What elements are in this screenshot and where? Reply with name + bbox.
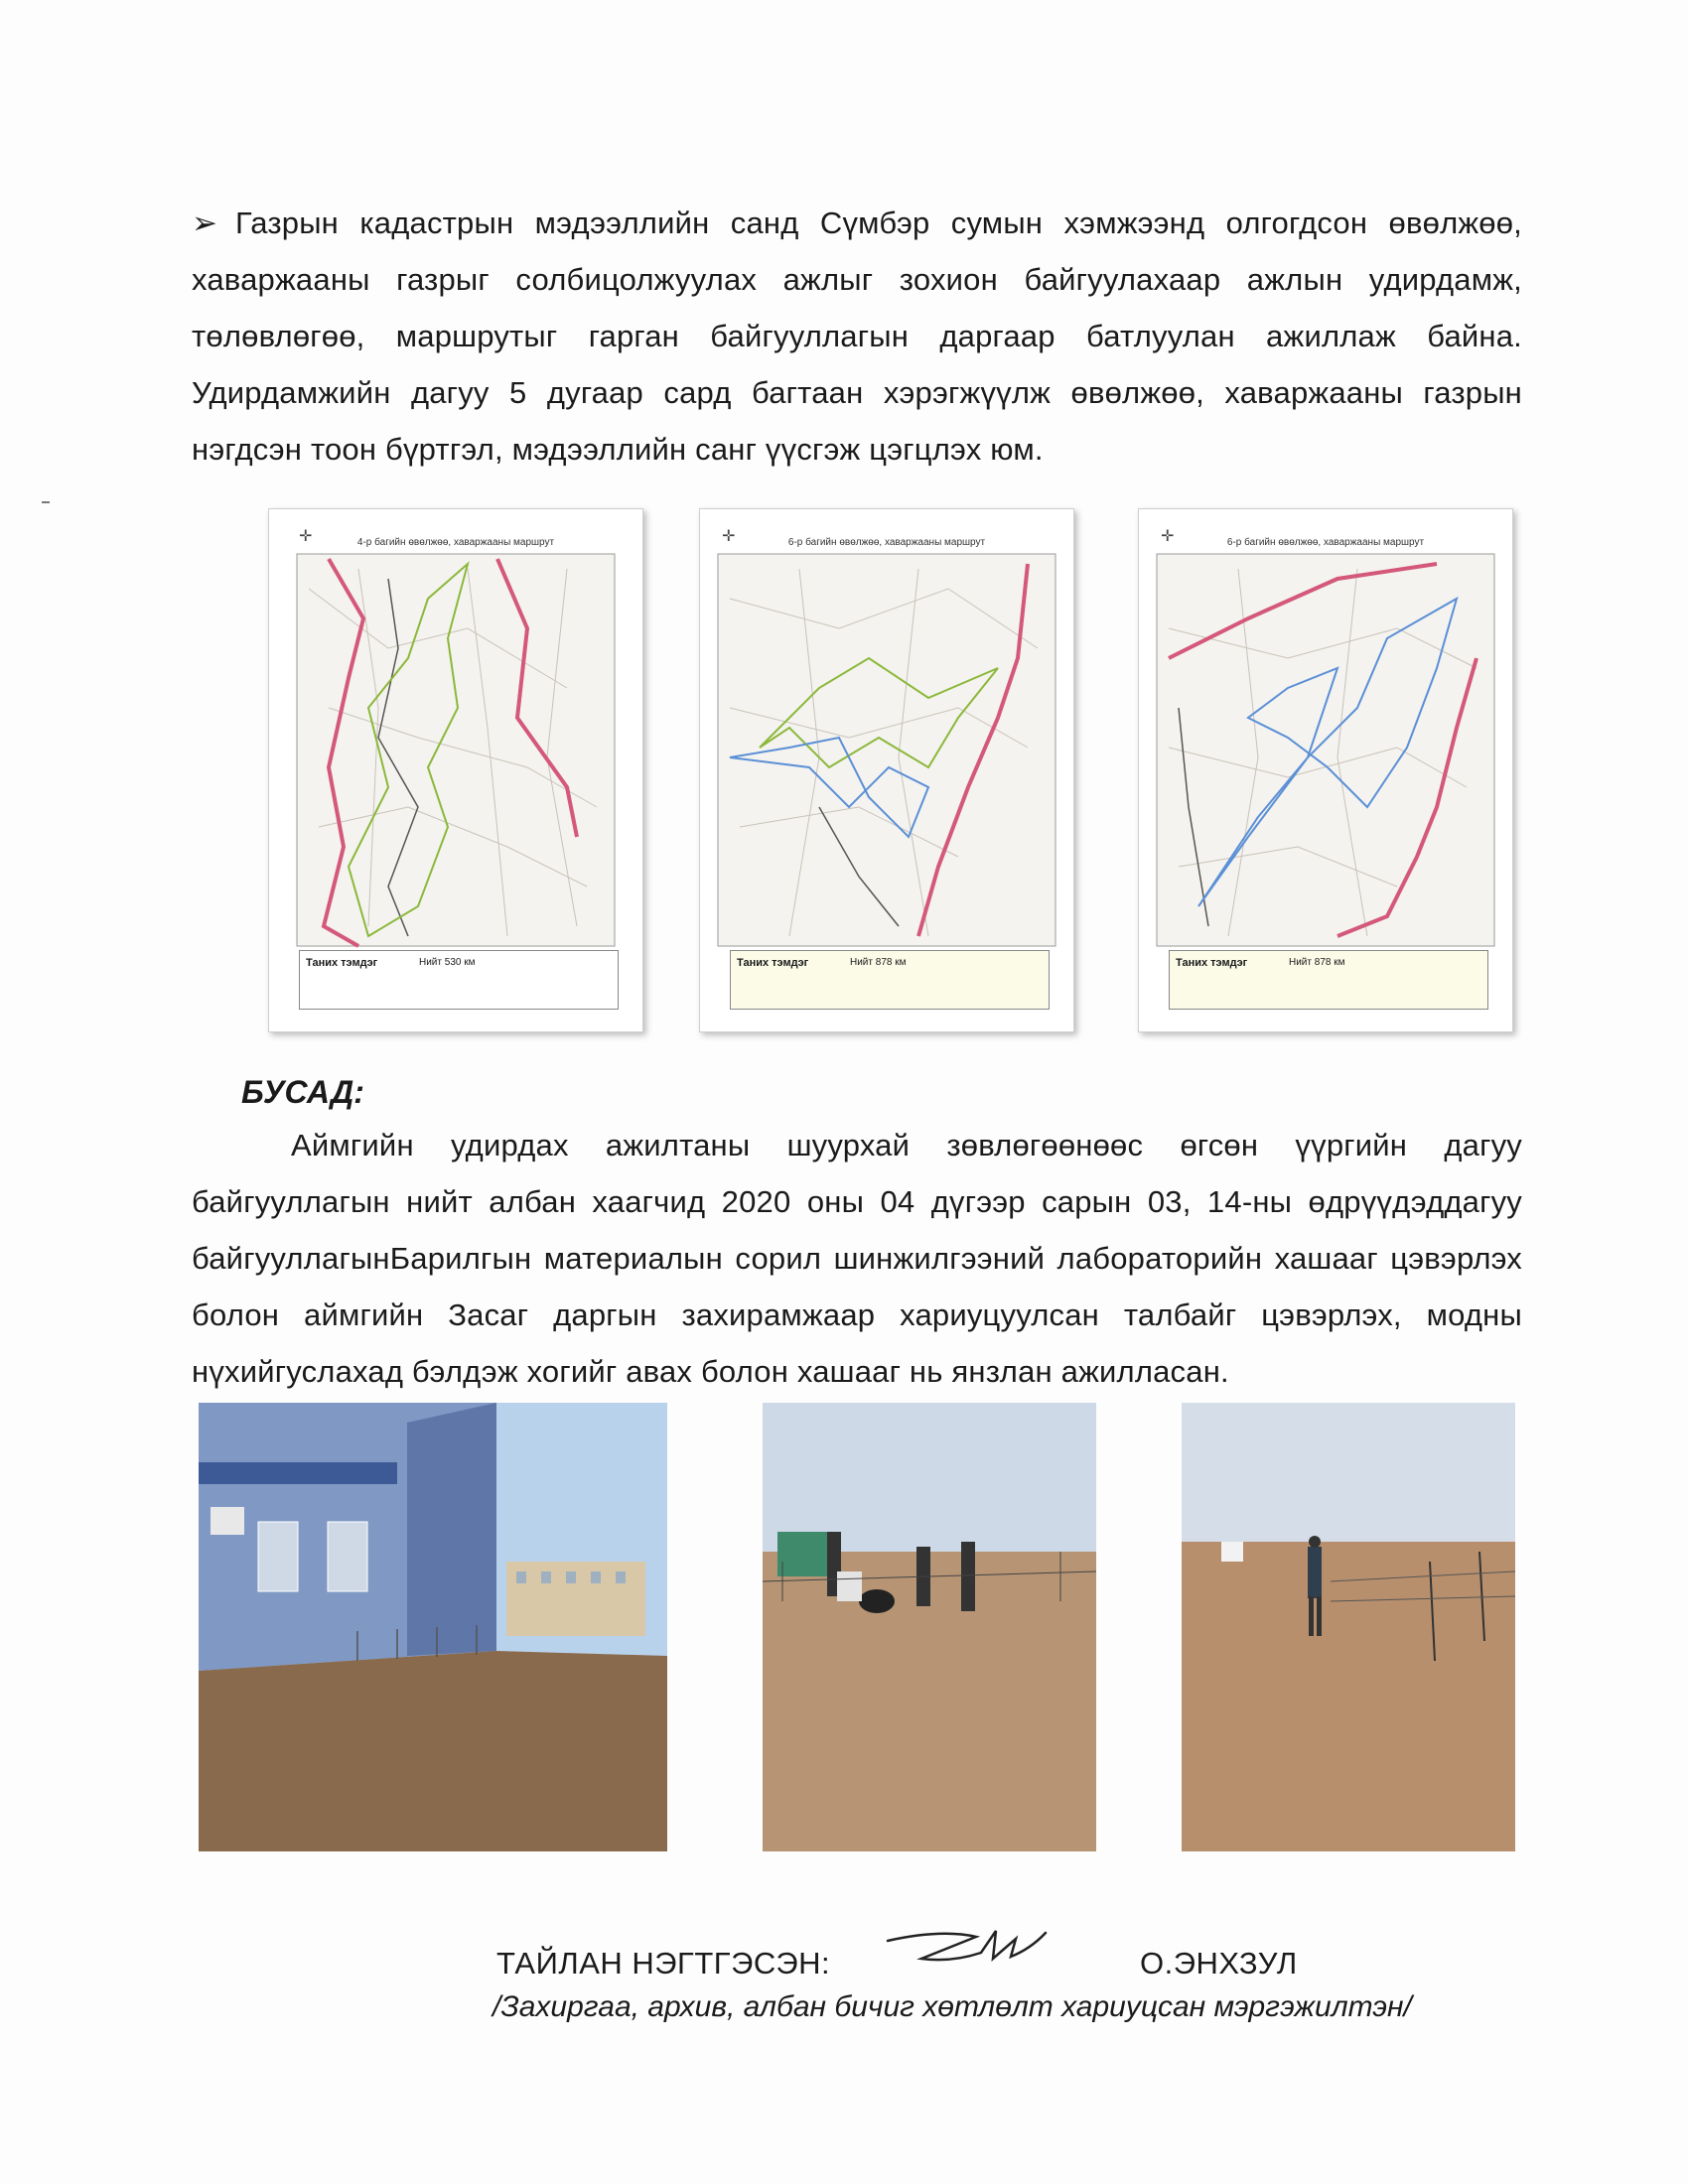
map-1-legend (299, 950, 619, 1010)
map-3-legend-total: Нийт 878 км (1289, 957, 1345, 968)
map-1-title: 4-р багийн өвөлжөө, хаваржааны маршрут (356, 537, 555, 548)
paragraph-cadastre-text: Газрын кадастрын мэдээллийн санд Сүмбэр сумын хэмжээнд олгогдсон өвөлжөө, хаваржааны газрыг солбицолжуулах ажлыг зохион байгуулахаар ажлын удирдамж, төлөвлөгөө, маршрутыг гарган байгууллагын даргаар батлуулан ажиллаж байна. Удирдамжийн дагуу 5 дугаар сард багтаан хэрэгжүүлж өвөлжөө, хаваржааны газрын нэгдсэн тоон бүртгэл, мэдээллийн санг үүсгэж цэгцлэх юм. (192, 205, 1522, 467)
margin-mark (42, 501, 50, 503)
svg-text:✛: ✛ (1161, 528, 1175, 545)
paragraph-cleanup: Аймгийн удирдах ажилтаны шуурхай зөвлөгөөнөөс өгсөн үүргийн дагуу байгууллагын нийт албан хаагчид 2020 оны 04 дүгээр сарын 03, 14-ны өдрүүдэддагуу байгууллагынБарилгын материалын сорил шинжилгээний лабораторийн хашааг цэвэрлэх болон аймгийн Засаг даргын захирамжаар хариуцуулсан талбайг цэвэрлэх, модны нүхийгуслахад бэлдэж хогийг авах болон хашааг нь янзлан ажилласан. (192, 1128, 1522, 1389)
map-1-legend-title: Таних тэмдэг (306, 957, 378, 969)
map-1-legend-total: Нийт 530 км (419, 957, 476, 968)
signature-name: О.ЭНХЗУЛ (1140, 1946, 1298, 1980)
section-title-other: БУСАД: (241, 1074, 364, 1110)
map-3-title: 6-р багийн өвөлжөө, хаваржааны маршрут (1226, 537, 1425, 548)
map-2-title: 6-р багийн өвөлжөө, хаваржааны маршрут (787, 537, 986, 548)
map-3-legend-title: Таних тэмдэг (1176, 957, 1248, 969)
arrow-bullet-icon: ➢ (192, 205, 218, 240)
handwritten-signature (882, 1919, 1051, 1988)
route-map-1 (268, 508, 643, 1032)
map-3-legend (1169, 950, 1488, 1010)
map-2-legend (730, 950, 1050, 1010)
map-2-legend-title: Таних тэмдэг (737, 957, 809, 969)
svg-text:✛: ✛ (722, 528, 736, 545)
photo-fence (1182, 1403, 1515, 1851)
map-2-legend-total: Нийт 878 км (850, 957, 907, 968)
signature-label: ТАЙЛАН НЭГТГЭСЭН: (496, 1946, 831, 1980)
photo-building (199, 1403, 667, 1851)
photo-workers (763, 1403, 1096, 1851)
route-map-2 (699, 508, 1074, 1032)
svg-text:✛: ✛ (299, 528, 313, 545)
paragraph-cadastre (192, 195, 1522, 478)
signature-role: /Захиргаа, архив, албан бичиг хөтлөлт хариуцсан мэргэжилтэн/ (492, 1990, 1412, 2023)
route-map-3 (1138, 508, 1513, 1032)
